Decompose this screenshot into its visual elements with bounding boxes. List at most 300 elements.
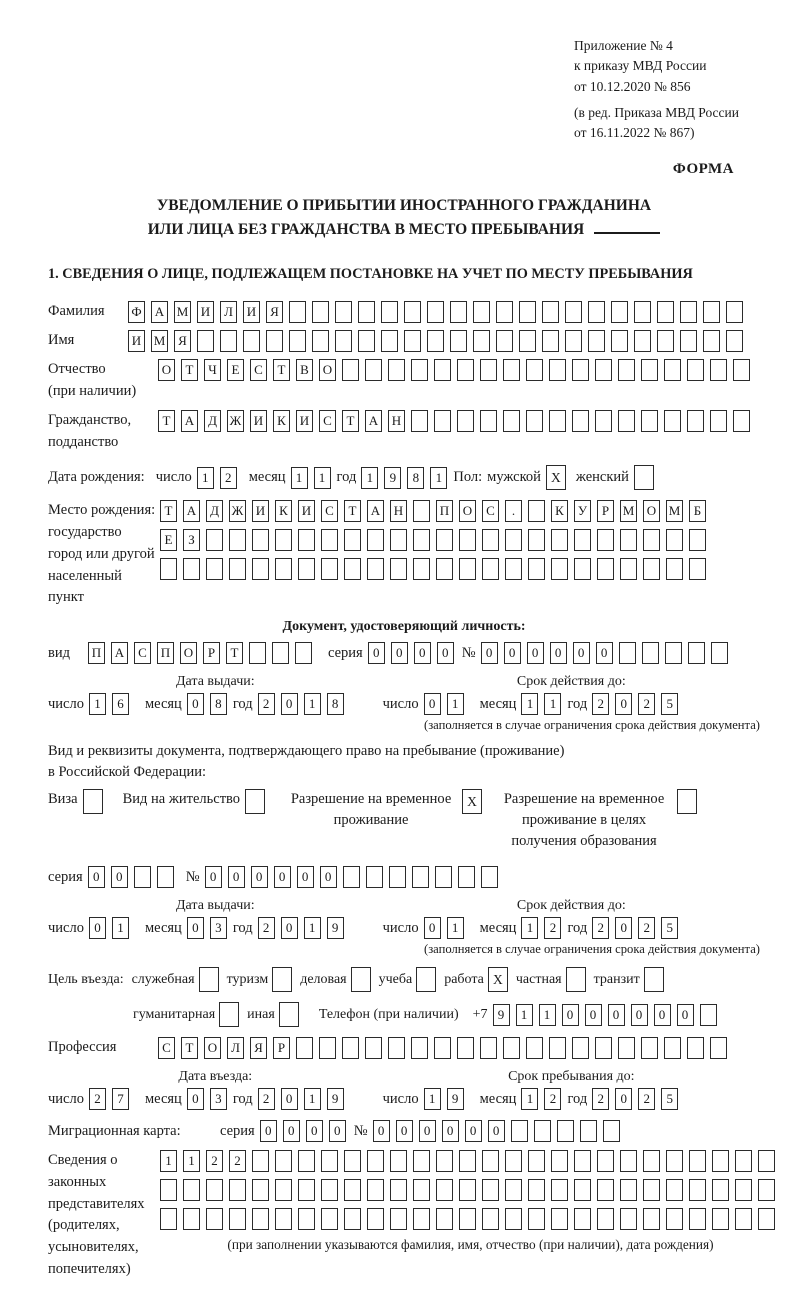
char-cell[interactable] (482, 1150, 499, 1172)
char-cell[interactable]: И (252, 500, 269, 522)
char-cell[interactable]: Т (158, 410, 175, 432)
char-cell[interactable]: Н (390, 500, 407, 522)
char-cell[interactable]: А (111, 642, 128, 664)
char-cell[interactable] (597, 558, 614, 580)
char-cell[interactable] (298, 1150, 315, 1172)
char-cell[interactable] (505, 1150, 522, 1172)
char-cell[interactable] (458, 866, 475, 888)
char-cell[interactable]: 8 (210, 693, 227, 715)
gender-female-checkbox[interactable] (634, 465, 654, 490)
char-cell[interactable] (343, 866, 360, 888)
char-cell[interactable]: 0 (329, 1120, 346, 1142)
temp-residence-checkbox[interactable]: X (462, 789, 482, 814)
char-cell[interactable] (703, 330, 720, 352)
char-cell[interactable]: 0 (281, 693, 298, 715)
char-cell[interactable]: 0 (228, 866, 245, 888)
char-cell[interactable]: 0 (187, 1088, 204, 1110)
char-cell[interactable] (473, 301, 490, 323)
char-cell[interactable] (390, 558, 407, 580)
char-cell[interactable]: 0 (504, 642, 521, 664)
char-cell[interactable] (480, 1037, 497, 1059)
char-cell[interactable] (620, 1179, 637, 1201)
char-cell[interactable]: 1 (160, 1150, 177, 1172)
char-cell[interactable] (459, 558, 476, 580)
char-cell[interactable] (160, 1179, 177, 1201)
char-cell[interactable]: 1 (112, 917, 129, 939)
char-cell[interactable] (358, 330, 375, 352)
char-cell[interactable] (528, 529, 545, 551)
char-cell[interactable] (390, 529, 407, 551)
char-cell[interactable]: 0 (419, 1120, 436, 1142)
char-cell[interactable] (272, 642, 289, 664)
char-cell[interactable] (298, 529, 315, 551)
char-cell[interactable] (459, 529, 476, 551)
char-cell[interactable]: 9 (447, 1088, 464, 1110)
char-cell[interactable] (657, 301, 674, 323)
char-cell[interactable] (551, 1208, 568, 1230)
char-cell[interactable] (457, 410, 474, 432)
char-cell[interactable]: 1 (539, 1004, 556, 1026)
char-cell[interactable]: 9 (327, 917, 344, 939)
char-cell[interactable] (611, 301, 628, 323)
char-cell[interactable]: 2 (220, 467, 237, 489)
char-cell[interactable]: 0 (615, 1088, 632, 1110)
char-cell[interactable]: И (128, 330, 145, 352)
char-cell[interactable] (436, 558, 453, 580)
char-cell[interactable] (641, 359, 658, 381)
char-cell[interactable] (642, 642, 659, 664)
char-cell[interactable] (595, 410, 612, 432)
char-cell[interactable] (549, 1037, 566, 1059)
char-cell[interactable] (666, 1179, 683, 1201)
char-cell[interactable] (342, 1037, 359, 1059)
char-cell[interactable] (710, 410, 727, 432)
char-cell[interactable]: 0 (111, 866, 128, 888)
char-cell[interactable]: 1 (361, 467, 378, 489)
char-cell[interactable] (542, 330, 559, 352)
char-cell[interactable] (481, 866, 498, 888)
char-cell[interactable] (413, 500, 430, 522)
char-cell[interactable]: А (183, 500, 200, 522)
residence-permit-checkbox[interactable] (245, 789, 265, 814)
char-cell[interactable] (342, 359, 359, 381)
char-cell[interactable]: И (197, 301, 214, 323)
char-cell[interactable] (482, 529, 499, 551)
char-cell[interactable] (289, 330, 306, 352)
char-cell[interactable] (664, 359, 681, 381)
char-cell[interactable] (666, 529, 683, 551)
char-cell[interactable] (206, 558, 223, 580)
char-cell[interactable]: 7 (112, 1088, 129, 1110)
char-cell[interactable] (296, 1037, 313, 1059)
char-cell[interactable]: 1 (89, 693, 106, 715)
char-cell[interactable] (588, 301, 605, 323)
char-cell[interactable]: О (204, 1037, 221, 1059)
purpose-official-checkbox[interactable] (199, 967, 219, 992)
char-cell[interactable] (688, 642, 705, 664)
char-cell[interactable]: 1 (291, 467, 308, 489)
char-cell[interactable] (434, 1037, 451, 1059)
char-cell[interactable]: Б (689, 500, 706, 522)
char-cell[interactable] (528, 1208, 545, 1230)
char-cell[interactable] (505, 1179, 522, 1201)
char-cell[interactable]: . (505, 500, 522, 522)
char-cell[interactable] (733, 410, 750, 432)
char-cell[interactable]: А (365, 410, 382, 432)
char-cell[interactable]: 0 (283, 1120, 300, 1142)
char-cell[interactable] (335, 330, 352, 352)
char-cell[interactable] (588, 330, 605, 352)
char-cell[interactable]: Т (344, 500, 361, 522)
char-cell[interactable]: Р (273, 1037, 290, 1059)
char-cell[interactable]: У (574, 500, 591, 522)
char-cell[interactable] (733, 359, 750, 381)
char-cell[interactable] (312, 301, 329, 323)
char-cell[interactable]: Я (174, 330, 191, 352)
char-cell[interactable] (160, 1208, 177, 1230)
char-cell[interactable]: Т (181, 359, 198, 381)
temp-residence-education-checkbox[interactable] (677, 789, 697, 814)
char-cell[interactable] (298, 1208, 315, 1230)
gender-male-checkbox[interactable]: X (546, 465, 566, 490)
char-cell[interactable] (157, 866, 174, 888)
char-cell[interactable]: 1 (183, 1150, 200, 1172)
char-cell[interactable]: А (151, 301, 168, 323)
char-cell[interactable]: О (158, 359, 175, 381)
char-cell[interactable] (434, 359, 451, 381)
char-cell[interactable] (542, 301, 559, 323)
char-cell[interactable] (572, 1037, 589, 1059)
char-cell[interactable] (758, 1150, 775, 1172)
char-cell[interactable]: 0 (585, 1004, 602, 1026)
char-cell[interactable] (565, 330, 582, 352)
char-cell[interactable] (436, 1179, 453, 1201)
char-cell[interactable]: 0 (424, 693, 441, 715)
char-cell[interactable]: 0 (550, 642, 567, 664)
char-cell[interactable] (666, 1208, 683, 1230)
char-cell[interactable]: С (250, 359, 267, 381)
visa-checkbox[interactable] (83, 789, 103, 814)
char-cell[interactable] (249, 642, 266, 664)
char-cell[interactable] (275, 1150, 292, 1172)
char-cell[interactable]: 1 (304, 917, 321, 939)
char-cell[interactable]: 0 (281, 917, 298, 939)
char-cell[interactable]: 0 (187, 917, 204, 939)
char-cell[interactable]: И (243, 301, 260, 323)
char-cell[interactable]: М (151, 330, 168, 352)
char-cell[interactable] (519, 330, 536, 352)
char-cell[interactable]: 1 (314, 467, 331, 489)
char-cell[interactable] (482, 1208, 499, 1230)
char-cell[interactable]: С (482, 500, 499, 522)
purpose-humanitarian-checkbox[interactable] (219, 1002, 239, 1027)
char-cell[interactable] (574, 1150, 591, 1172)
char-cell[interactable] (511, 1120, 528, 1142)
char-cell[interactable] (711, 642, 728, 664)
char-cell[interactable]: Т (160, 500, 177, 522)
char-cell[interactable] (289, 301, 306, 323)
char-cell[interactable]: Т (226, 642, 243, 664)
char-cell[interactable] (298, 1179, 315, 1201)
char-cell[interactable] (413, 1179, 430, 1201)
char-cell[interactable] (206, 1208, 223, 1230)
char-cell[interactable] (574, 1179, 591, 1201)
char-cell[interactable] (367, 529, 384, 551)
char-cell[interactable]: 0 (465, 1120, 482, 1142)
char-cell[interactable] (450, 301, 467, 323)
char-cell[interactable]: Ж (227, 410, 244, 432)
char-cell[interactable] (712, 1179, 729, 1201)
char-cell[interactable]: О (643, 500, 660, 522)
char-cell[interactable]: 2 (592, 1088, 609, 1110)
char-cell[interactable] (557, 1120, 574, 1142)
char-cell[interactable] (404, 301, 421, 323)
char-cell[interactable] (427, 330, 444, 352)
char-cell[interactable] (687, 1037, 704, 1059)
char-cell[interactable]: 8 (407, 467, 424, 489)
char-cell[interactable]: Н (388, 410, 405, 432)
char-cell[interactable] (620, 1150, 637, 1172)
char-cell[interactable] (457, 1037, 474, 1059)
char-cell[interactable] (572, 410, 589, 432)
char-cell[interactable] (735, 1179, 752, 1201)
char-cell[interactable] (618, 410, 635, 432)
char-cell[interactable]: 0 (187, 693, 204, 715)
char-cell[interactable] (712, 1150, 729, 1172)
char-cell[interactable] (664, 1037, 681, 1059)
char-cell[interactable]: 0 (89, 917, 106, 939)
char-cell[interactable] (436, 1208, 453, 1230)
char-cell[interactable] (534, 1120, 551, 1142)
char-cell[interactable] (641, 410, 658, 432)
char-cell[interactable] (496, 301, 513, 323)
char-cell[interactable]: 0 (488, 1120, 505, 1142)
char-cell[interactable] (634, 330, 651, 352)
char-cell[interactable] (312, 330, 329, 352)
char-cell[interactable]: 0 (677, 1004, 694, 1026)
char-cell[interactable]: С (158, 1037, 175, 1059)
char-cell[interactable] (413, 558, 430, 580)
char-cell[interactable] (526, 410, 543, 432)
char-cell[interactable] (344, 1179, 361, 1201)
char-cell[interactable]: 9 (384, 467, 401, 489)
char-cell[interactable] (411, 359, 428, 381)
char-cell[interactable] (551, 1150, 568, 1172)
char-cell[interactable] (634, 301, 651, 323)
char-cell[interactable] (266, 330, 283, 352)
char-cell[interactable]: Р (597, 500, 614, 522)
char-cell[interactable] (643, 558, 660, 580)
char-cell[interactable] (549, 359, 566, 381)
char-cell[interactable] (243, 330, 260, 352)
char-cell[interactable]: 6 (112, 693, 129, 715)
char-cell[interactable]: 0 (306, 1120, 323, 1142)
purpose-tourism-checkbox[interactable] (272, 967, 292, 992)
char-cell[interactable] (618, 359, 635, 381)
char-cell[interactable] (595, 359, 612, 381)
char-cell[interactable] (229, 529, 246, 551)
purpose-work-checkbox[interactable]: X (488, 967, 508, 992)
char-cell[interactable] (503, 1037, 520, 1059)
char-cell[interactable]: 0 (368, 642, 385, 664)
char-cell[interactable]: 1 (544, 693, 561, 715)
char-cell[interactable] (366, 866, 383, 888)
char-cell[interactable] (459, 1208, 476, 1230)
char-cell[interactable] (611, 330, 628, 352)
char-cell[interactable]: Е (227, 359, 244, 381)
char-cell[interactable]: 2 (258, 917, 275, 939)
char-cell[interactable] (459, 1150, 476, 1172)
char-cell[interactable] (381, 330, 398, 352)
char-cell[interactable]: 8 (327, 693, 344, 715)
char-cell[interactable]: 0 (615, 693, 632, 715)
char-cell[interactable] (528, 1179, 545, 1201)
char-cell[interactable]: М (174, 301, 191, 323)
char-cell[interactable]: 2 (258, 1088, 275, 1110)
char-cell[interactable]: Я (250, 1037, 267, 1059)
char-cell[interactable] (295, 642, 312, 664)
char-cell[interactable]: 2 (638, 1088, 655, 1110)
char-cell[interactable] (574, 1208, 591, 1230)
char-cell[interactable]: Р (203, 642, 220, 664)
char-cell[interactable] (712, 1208, 729, 1230)
char-cell[interactable]: 1 (447, 917, 464, 939)
char-cell[interactable]: И (296, 410, 313, 432)
char-cell[interactable]: 5 (661, 693, 678, 715)
char-cell[interactable]: С (321, 500, 338, 522)
char-cell[interactable] (572, 359, 589, 381)
char-cell[interactable] (412, 866, 429, 888)
char-cell[interactable] (413, 529, 430, 551)
char-cell[interactable] (758, 1208, 775, 1230)
char-cell[interactable]: А (181, 410, 198, 432)
char-cell[interactable] (435, 866, 452, 888)
char-cell[interactable]: 0 (424, 917, 441, 939)
char-cell[interactable] (689, 1208, 706, 1230)
char-cell[interactable] (618, 1037, 635, 1059)
char-cell[interactable] (229, 1208, 246, 1230)
char-cell[interactable] (434, 410, 451, 432)
char-cell[interactable] (603, 1120, 620, 1142)
char-cell[interactable]: О (459, 500, 476, 522)
char-cell[interactable] (503, 410, 520, 432)
char-cell[interactable]: 2 (638, 917, 655, 939)
char-cell[interactable]: 2 (638, 693, 655, 715)
char-cell[interactable] (358, 301, 375, 323)
char-cell[interactable]: 9 (493, 1004, 510, 1026)
char-cell[interactable] (551, 1179, 568, 1201)
char-cell[interactable] (335, 301, 352, 323)
char-cell[interactable]: Т (342, 410, 359, 432)
char-cell[interactable] (390, 1179, 407, 1201)
char-cell[interactable]: З (183, 529, 200, 551)
char-cell[interactable]: О (180, 642, 197, 664)
char-cell[interactable]: 2 (229, 1150, 246, 1172)
char-cell[interactable]: Ф (128, 301, 145, 323)
char-cell[interactable]: 1 (304, 1088, 321, 1110)
char-cell[interactable]: 0 (414, 642, 431, 664)
char-cell[interactable] (700, 1004, 717, 1026)
char-cell[interactable]: 0 (205, 866, 222, 888)
char-cell[interactable] (758, 1179, 775, 1201)
char-cell[interactable] (404, 330, 421, 352)
char-cell[interactable]: 1 (430, 467, 447, 489)
char-cell[interactable] (183, 1179, 200, 1201)
char-cell[interactable] (206, 529, 223, 551)
char-cell[interactable] (344, 1208, 361, 1230)
char-cell[interactable] (528, 558, 545, 580)
purpose-business-checkbox[interactable] (351, 967, 371, 992)
char-cell[interactable] (206, 1179, 223, 1201)
char-cell[interactable] (726, 301, 743, 323)
char-cell[interactable] (388, 1037, 405, 1059)
char-cell[interactable] (528, 1150, 545, 1172)
char-cell[interactable] (388, 359, 405, 381)
char-cell[interactable]: 0 (654, 1004, 671, 1026)
char-cell[interactable]: 1 (447, 693, 464, 715)
char-cell[interactable] (597, 1208, 614, 1230)
char-cell[interactable] (620, 558, 637, 580)
char-cell[interactable] (252, 529, 269, 551)
char-cell[interactable] (344, 558, 361, 580)
char-cell[interactable]: Ч (204, 359, 221, 381)
char-cell[interactable] (735, 1208, 752, 1230)
char-cell[interactable] (549, 410, 566, 432)
char-cell[interactable]: 1 (197, 467, 214, 489)
char-cell[interactable] (665, 642, 682, 664)
char-cell[interactable]: 0 (251, 866, 268, 888)
char-cell[interactable] (620, 1208, 637, 1230)
char-cell[interactable] (381, 301, 398, 323)
char-cell[interactable] (482, 558, 499, 580)
char-cell[interactable]: 0 (442, 1120, 459, 1142)
char-cell[interactable] (365, 359, 382, 381)
char-cell[interactable]: В (296, 359, 313, 381)
char-cell[interactable] (551, 529, 568, 551)
char-cell[interactable]: 0 (320, 866, 337, 888)
char-cell[interactable] (689, 1179, 706, 1201)
char-cell[interactable]: 9 (327, 1088, 344, 1110)
char-cell[interactable] (597, 1150, 614, 1172)
char-cell[interactable] (183, 1208, 200, 1230)
char-cell[interactable] (229, 558, 246, 580)
char-cell[interactable] (641, 1037, 658, 1059)
char-cell[interactable]: 0 (562, 1004, 579, 1026)
char-cell[interactable]: 3 (210, 917, 227, 939)
char-cell[interactable] (689, 558, 706, 580)
char-cell[interactable] (413, 1208, 430, 1230)
char-cell[interactable] (574, 558, 591, 580)
char-cell[interactable]: 2 (206, 1150, 223, 1172)
char-cell[interactable] (367, 1150, 384, 1172)
char-cell[interactable] (482, 1179, 499, 1201)
char-cell[interactable] (687, 410, 704, 432)
char-cell[interactable] (367, 558, 384, 580)
char-cell[interactable]: 0 (281, 1088, 298, 1110)
char-cell[interactable] (689, 529, 706, 551)
char-cell[interactable]: Л (227, 1037, 244, 1059)
char-cell[interactable] (275, 1179, 292, 1201)
char-cell[interactable] (574, 529, 591, 551)
char-cell[interactable] (505, 529, 522, 551)
char-cell[interactable]: М (620, 500, 637, 522)
char-cell[interactable] (436, 529, 453, 551)
char-cell[interactable] (367, 1179, 384, 1201)
char-cell[interactable]: 0 (274, 866, 291, 888)
char-cell[interactable] (275, 558, 292, 580)
char-cell[interactable] (687, 359, 704, 381)
char-cell[interactable]: А (367, 500, 384, 522)
